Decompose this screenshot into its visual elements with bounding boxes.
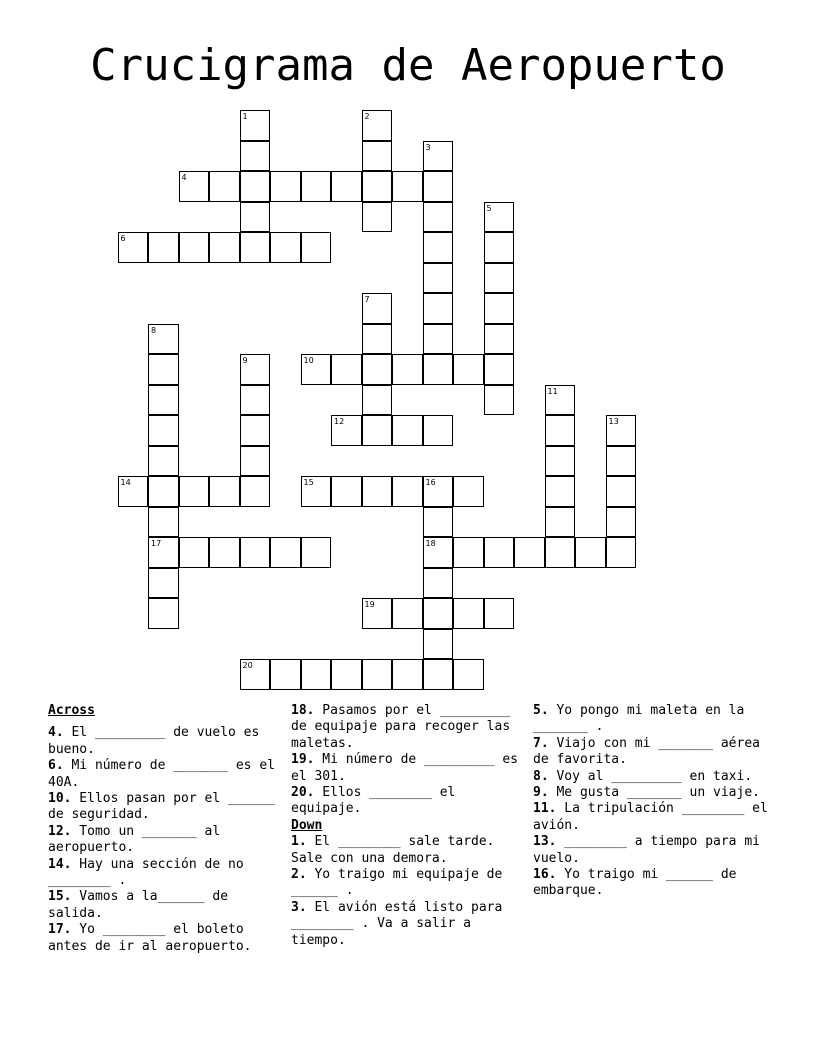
grid-cell[interactable] <box>240 232 271 263</box>
grid-cell[interactable] <box>240 141 271 172</box>
grid-cell[interactable] <box>240 354 271 385</box>
grid-cell[interactable] <box>148 232 179 263</box>
grid-cell[interactable] <box>606 507 637 538</box>
clue-item <box>533 867 768 900</box>
grid-cell[interactable] <box>423 324 454 355</box>
grid-cell[interactable] <box>362 171 393 202</box>
clue-item <box>533 785 768 801</box>
grid-cell[interactable] <box>148 354 179 385</box>
clue-item-number: 6. <box>48 758 64 774</box>
grid-cell[interactable] <box>423 171 454 202</box>
clue-item-text: Ellos ________ el equipaje. <box>291 785 464 817</box>
clue-item-text: Me gusta _______ un viaje. <box>548 785 760 801</box>
clue-item-number: 20. <box>291 785 315 801</box>
grid-cell[interactable] <box>453 659 484 690</box>
clue-item-text: El _________ de vuelo es bueno. <box>48 725 268 757</box>
clue-item-number: 17. <box>48 922 72 938</box>
grid-cell[interactable] <box>423 232 454 263</box>
clue-item-number: 7. <box>533 735 549 751</box>
clue-number: 19 <box>364 600 375 609</box>
clue-item-text: Hay una sección de no ________ . <box>48 856 252 889</box>
grid-cell[interactable] <box>179 232 210 263</box>
clues-column-1 <box>48 703 283 955</box>
clue-number: 20 <box>242 661 253 670</box>
clue-item <box>533 769 768 785</box>
clue-number: 8 <box>151 325 157 335</box>
grid-cell[interactable] <box>423 537 454 568</box>
clues-column-2 <box>291 703 526 949</box>
grid-cell[interactable] <box>209 537 240 568</box>
grid-cell[interactable] <box>362 354 393 385</box>
grid-cell[interactable] <box>301 354 332 385</box>
grid-cell[interactable] <box>179 476 210 507</box>
grid-cell[interactable] <box>606 415 637 446</box>
grid-cell[interactable] <box>362 202 393 233</box>
clue-number: 6 <box>120 234 126 243</box>
clue-item <box>533 703 768 736</box>
grid-cell[interactable] <box>362 324 393 355</box>
grid-cell[interactable] <box>240 446 271 477</box>
grid-cell[interactable] <box>148 568 179 599</box>
clue-item-number: 3. <box>291 899 307 915</box>
grid-cell[interactable] <box>240 415 271 446</box>
grid-cell[interactable] <box>179 537 210 568</box>
clue-item <box>291 867 519 900</box>
clue-item-number: 10. <box>48 791 72 807</box>
grid-cell[interactable] <box>545 537 576 568</box>
grid-cell[interactable] <box>484 598 515 629</box>
grid-cell[interactable] <box>148 598 179 629</box>
clue-number: 14 <box>120 478 131 487</box>
grid-cell[interactable] <box>331 171 362 202</box>
clue-item-number: 18. <box>291 703 315 718</box>
grid-cell[interactable] <box>331 659 362 690</box>
grid-cell[interactable] <box>484 385 515 416</box>
grid-cell[interactable] <box>453 354 484 385</box>
down-clue-list-continued <box>533 703 776 900</box>
clue-item <box>48 889 276 922</box>
clue-item-number: 14. <box>48 856 72 872</box>
grid-cell[interactable] <box>423 141 454 172</box>
clue-item <box>48 824 276 857</box>
grid-cell[interactable] <box>484 324 515 355</box>
clue-item-number: 8. <box>533 768 549 784</box>
clue-item-number: 13. <box>533 834 557 850</box>
grid-cell[interactable] <box>362 293 393 324</box>
across-clue-list-continued <box>291 703 526 818</box>
clue-item <box>48 791 283 824</box>
grid-cell[interactable] <box>514 537 545 568</box>
clue-item <box>48 857 276 890</box>
grid-cell[interactable] <box>362 598 393 629</box>
clue-item-text: Tomo un _______ al aeropuerto. <box>48 823 229 856</box>
grid-cell[interactable] <box>484 202 515 233</box>
grid-cell[interactable] <box>423 659 454 690</box>
clue-item-number: 1. <box>291 834 307 850</box>
grid-cell[interactable] <box>606 537 637 568</box>
grid-cell[interactable] <box>209 232 240 263</box>
clue-item <box>291 752 526 785</box>
grid-cell[interactable] <box>606 476 637 507</box>
grid-cell[interactable] <box>148 537 179 568</box>
clue-item-text: La tripulación ________ el avión. <box>533 801 776 833</box>
clue-item <box>48 922 276 955</box>
clue-item-text: Voy al _________ en taxi. <box>548 768 753 784</box>
clue-number: 15 <box>303 478 314 487</box>
clue-number: 11 <box>547 386 558 396</box>
page-title: Crucigrama de Aeropuerto <box>90 40 726 91</box>
clues-column-3 <box>533 703 776 900</box>
clue-item-text: Yo traigo mi ______ de embarque. <box>533 867 745 899</box>
clue-item-text: Yo traigo mi equipaje de ______ . <box>291 867 511 899</box>
clue-item-text: Pasamos por el _________ de equipaje para recoger las maletas. <box>291 703 518 751</box>
clue-item-text: Vamos a la______ de salida. <box>48 889 236 921</box>
grid-cell[interactable] <box>240 537 271 568</box>
grid-cell[interactable] <box>148 476 179 507</box>
clue-item-text: Mi número de _______ es el 40A. <box>48 758 283 790</box>
clue-item <box>48 725 276 758</box>
grid-cell[interactable] <box>240 110 271 141</box>
grid-cell[interactable] <box>423 598 454 629</box>
grid-cell[interactable] <box>240 171 271 202</box>
grid-cell[interactable] <box>270 659 301 690</box>
grid-cell[interactable] <box>362 659 393 690</box>
grid-cell[interactable] <box>148 385 179 416</box>
grid-cell[interactable] <box>270 232 301 263</box>
grid-cell[interactable] <box>240 659 271 690</box>
grid-cell[interactable] <box>423 354 454 385</box>
clue-item-number: 11. <box>533 801 557 817</box>
grid-cell[interactable] <box>392 354 423 385</box>
grid-cell[interactable] <box>545 446 576 477</box>
clue-item-number: 9. <box>533 785 549 801</box>
grid-cell[interactable] <box>240 202 271 233</box>
clue-number: 18 <box>425 539 436 548</box>
grid-cell[interactable] <box>423 629 454 660</box>
grid-cell[interactable] <box>148 415 179 446</box>
clue-item <box>291 834 519 867</box>
clue-number: 4 <box>181 173 187 182</box>
grid-cell[interactable] <box>392 598 423 629</box>
clue-item-number: 16. <box>533 867 557 883</box>
grid-cell[interactable] <box>484 354 515 385</box>
clue-item <box>533 736 768 769</box>
grid-cell[interactable] <box>362 476 393 507</box>
grid-cell[interactable] <box>270 537 301 568</box>
grid-cell[interactable] <box>484 293 515 324</box>
grid-cell[interactable] <box>148 446 179 477</box>
clue-item-number: 12. <box>48 823 72 839</box>
grid-cell[interactable] <box>240 476 271 507</box>
grid-cell[interactable] <box>423 507 454 538</box>
clue-number: 1 <box>242 112 248 121</box>
clue-number: 16 <box>425 478 436 487</box>
grid-cell[interactable] <box>545 415 576 446</box>
grid-cell[interactable] <box>301 659 332 690</box>
grid-cell[interactable] <box>545 507 576 538</box>
grid-cell[interactable] <box>423 263 454 294</box>
clue-item-number: 4. <box>48 725 64 741</box>
grid-cell[interactable] <box>331 415 362 446</box>
clue-number: 10 <box>303 356 314 365</box>
clue-number: 7 <box>364 295 370 304</box>
grid-cell[interactable] <box>118 476 149 507</box>
clue-item-text: El avión está listo para ________ . Va a salir a tiempo. <box>291 899 511 948</box>
clue-item-text: Mi número de _________ es el 301. <box>291 752 526 784</box>
grid-cell[interactable] <box>606 446 637 477</box>
down-clue-list <box>291 834 519 949</box>
across-heading: Across <box>48 703 95 718</box>
grid-cell[interactable] <box>392 171 423 202</box>
clue-number: 13 <box>608 417 619 426</box>
grid-cell[interactable] <box>270 171 301 202</box>
clue-number: 9 <box>242 356 248 365</box>
grid-cell[interactable] <box>423 415 454 446</box>
down-heading: Down <box>291 817 323 833</box>
clue-item-text: Yo pongo mi maleta en la _______ . <box>533 703 753 735</box>
grid-cell[interactable] <box>301 476 332 507</box>
clue-item <box>291 900 519 949</box>
grid-cell[interactable] <box>484 263 515 294</box>
grid-cell[interactable] <box>392 476 423 507</box>
clue-number: 3 <box>425 142 431 152</box>
grid-cell[interactable] <box>179 171 210 202</box>
grid-cell[interactable] <box>209 476 240 507</box>
grid-cell[interactable] <box>545 385 576 416</box>
clue-number: 17 <box>151 539 162 548</box>
grid-cell[interactable] <box>423 202 454 233</box>
grid-cell[interactable] <box>362 415 393 446</box>
clue-item <box>291 703 519 752</box>
clue-item-number: 2. <box>291 867 307 883</box>
clue-item <box>533 801 776 834</box>
clue-item-text: Yo ________ el boleto antes de ir al aeropuerto. <box>48 922 252 954</box>
grid-cell[interactable] <box>575 537 606 568</box>
clue-number: 5 <box>486 203 492 213</box>
clue-item-text: ________ a tiempo para mi vuelo. <box>533 834 768 866</box>
grid-cell[interactable] <box>362 110 393 141</box>
clue-number: 12 <box>334 417 345 426</box>
clue-item <box>533 834 768 867</box>
grid-cell[interactable] <box>301 171 332 202</box>
grid-cell[interactable] <box>545 476 576 507</box>
clue-item-number: 5. <box>533 703 549 718</box>
grid-cell[interactable] <box>423 293 454 324</box>
grid-cell[interactable] <box>453 598 484 629</box>
grid-cell[interactable] <box>148 507 179 538</box>
grid-cell[interactable] <box>362 141 393 172</box>
grid-cell[interactable] <box>331 476 362 507</box>
grid-cell[interactable] <box>392 415 423 446</box>
grid-cell[interactable] <box>453 476 484 507</box>
grid-cell[interactable] <box>453 537 484 568</box>
grid-cell[interactable] <box>423 476 454 507</box>
clue-number: 2 <box>364 112 370 121</box>
clue-item-text: Viajo con mi _______ aérea de favorita. <box>533 735 768 768</box>
clue-item <box>291 785 519 818</box>
grid-cell[interactable] <box>484 537 515 568</box>
grid-cell[interactable] <box>240 385 271 416</box>
across-clue-list <box>48 725 283 955</box>
clue-item <box>48 758 283 791</box>
clue-item-number: 19. <box>291 752 315 768</box>
grid-cell[interactable] <box>392 659 423 690</box>
grid-cell[interactable] <box>301 537 332 568</box>
clue-item-number: 15. <box>48 889 72 905</box>
grid-cell[interactable] <box>423 568 454 599</box>
grid-cell[interactable] <box>331 354 362 385</box>
clue-item-text: El ________ sale tarde. Sale con una demora. <box>291 834 503 866</box>
clue-item-text: Ellos pasan por el ______ de seguridad. <box>48 791 283 823</box>
grid-cell[interactable] <box>209 171 240 202</box>
grid-cell[interactable] <box>484 232 515 263</box>
grid-cell[interactable] <box>301 232 332 263</box>
grid-cell[interactable] <box>148 324 179 355</box>
grid-cell[interactable] <box>362 385 393 416</box>
grid-cell[interactable] <box>118 232 149 263</box>
